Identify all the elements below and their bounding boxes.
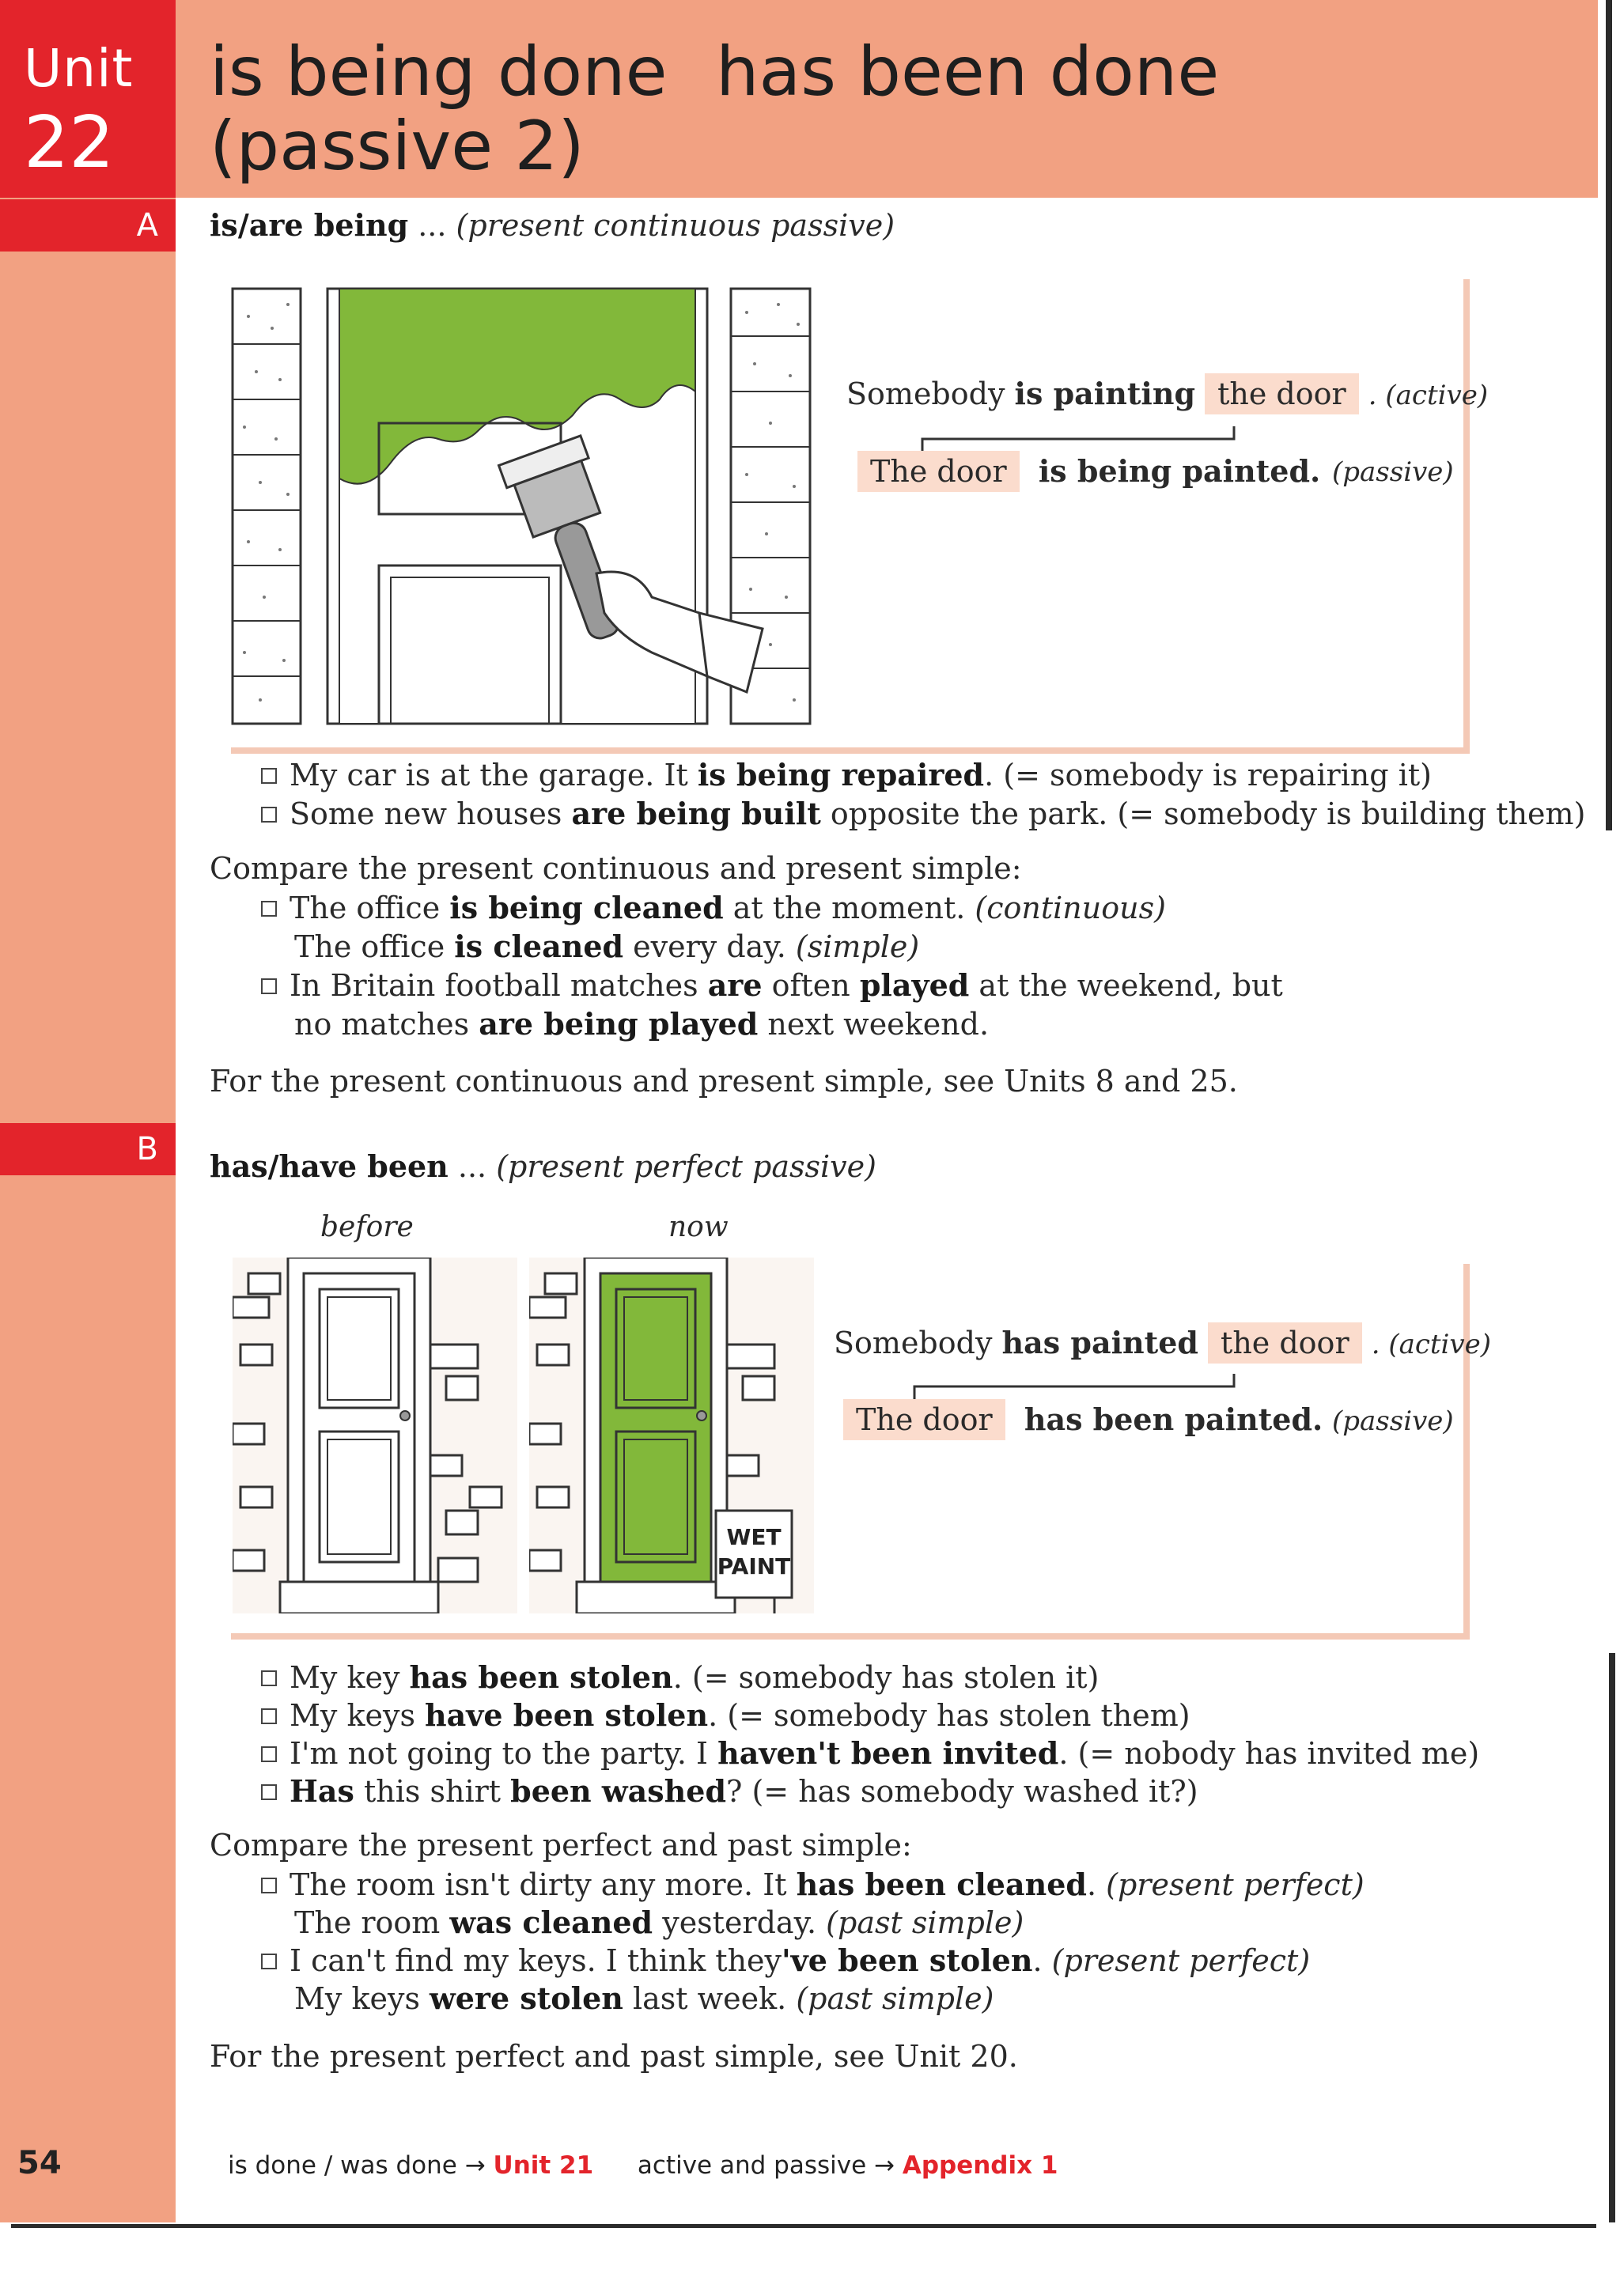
sign-text-wet: WET bbox=[726, 1524, 782, 1550]
subject-highlight: The door bbox=[857, 451, 1020, 492]
passive-tag-a: (passive) bbox=[1332, 456, 1454, 488]
list-item: Some new houses are being built opposite the park. (= somebody is building them) bbox=[261, 796, 1585, 833]
unit-box bbox=[0, 0, 176, 198]
edge-mark bbox=[1606, 0, 1612, 830]
list-item-continuation: no matches are being played next weekend. bbox=[294, 1006, 990, 1042]
page-title-line1: is being done bbox=[210, 32, 668, 112]
subject-highlight: The door bbox=[843, 1399, 1005, 1440]
active-sentence-a: Somebody is painting the door . (active) bbox=[846, 376, 1488, 411]
margin-column bbox=[0, 198, 176, 2222]
square-bullet-icon bbox=[261, 978, 277, 994]
illustration-panel-b bbox=[225, 1258, 1492, 1633]
square-bullet-icon bbox=[261, 1670, 277, 1686]
list-item: I'm not going to the party. I haven't been invited. (= nobody has invited me) bbox=[261, 1735, 1479, 1772]
edge-mark bbox=[1609, 1653, 1615, 2222]
square-bullet-icon bbox=[261, 1746, 277, 1762]
list-item: My car is at the garage. It is being repaired. (= somebody is repairing it) bbox=[261, 757, 1432, 794]
page-number: 54 bbox=[17, 2145, 62, 2181]
door-now-illustration bbox=[529, 1258, 814, 1613]
object-highlight: the door bbox=[1205, 373, 1359, 414]
square-bullet-icon bbox=[261, 1784, 277, 1800]
list-item: The office is being cleaned at the moment. (continuous) bbox=[261, 890, 1166, 927]
unit-word: Unit bbox=[24, 38, 134, 99]
compare-intro-b: Compare the present perfect and past simple: bbox=[210, 1828, 912, 1863]
object-highlight: the door bbox=[1208, 1322, 1362, 1364]
list-item: My keys have been stolen. (= somebody has stolen them) bbox=[261, 1697, 1190, 1734]
sign-text-paint: PAINT bbox=[717, 1553, 791, 1579]
unit-number: 22 bbox=[24, 101, 115, 184]
illustration-panel-a bbox=[225, 273, 1489, 747]
compare-intro-a: Compare the present continuous and present simple: bbox=[210, 851, 1022, 886]
now-label: now bbox=[668, 1211, 729, 1243]
passive-tag-b: (passive) bbox=[1332, 1405, 1454, 1437]
active-sentence-b: Somebody has painted the door . (active) bbox=[834, 1325, 1491, 1360]
square-bullet-icon bbox=[261, 1878, 277, 1893]
list-item: I can't find my keys. I think they've been stolen. (present perfect) bbox=[261, 1942, 1310, 1980]
footer-cross-reference: is done / was done → Unit 21 active and passive → Appendix 1 bbox=[228, 2151, 1058, 2180]
list-item: In Britain football matches are often played at the weekend, but bbox=[261, 967, 1283, 1004]
door-painting-illustration bbox=[225, 281, 826, 739]
appendix-1-link[interactable]: Appendix 1 bbox=[902, 2151, 1058, 2180]
page-title-line2: (passive 2) bbox=[210, 107, 585, 186]
list-item-continuation: My keys were stolen last week. (past simple) bbox=[294, 1980, 994, 2016]
section-a-label: A bbox=[0, 199, 176, 252]
passive-sentence-b: The door has been painted. bbox=[843, 1401, 1323, 1437]
page-title-right: has been done bbox=[716, 32, 1220, 112]
see-also-b: For the present perfect and past simple, see Unit 20. bbox=[210, 2039, 1018, 2074]
door-before-illustration bbox=[233, 1258, 517, 1613]
square-bullet-icon bbox=[261, 807, 277, 823]
section-b-heading: has/have been ... (present perfect passive) bbox=[210, 1148, 876, 1184]
list-item-continuation: The room was cleaned yesterday. (past simple) bbox=[294, 1905, 1024, 1940]
square-bullet-icon bbox=[261, 768, 277, 784]
square-bullet-icon bbox=[261, 1708, 277, 1724]
list-item: The room isn't dirty any more. It has been cleaned. (present perfect) bbox=[261, 1867, 1365, 1904]
list-item-continuation: The office is cleaned every day. (simple) bbox=[294, 929, 920, 964]
section-a-heading: is/are being ... (present continuous passive) bbox=[210, 207, 895, 243]
list-item: My key has been stolen. (= somebody has stolen it) bbox=[261, 1659, 1099, 1696]
list-item: Has this shirt been washed? (= has somebody washed it?) bbox=[261, 1773, 1198, 1810]
square-bullet-icon bbox=[261, 901, 277, 917]
passive-sentence-a: The door is being painted. bbox=[857, 453, 1320, 489]
square-bullet-icon bbox=[261, 1954, 277, 1969]
section-b-label: B bbox=[0, 1123, 176, 1175]
unit-21-link[interactable]: Unit 21 bbox=[493, 2151, 594, 2180]
bottom-rule bbox=[11, 2224, 1596, 2228]
see-also-a: For the present continuous and present simple, see Units 8 and 25. bbox=[210, 1064, 1238, 1099]
before-label: before bbox=[320, 1211, 414, 1243]
